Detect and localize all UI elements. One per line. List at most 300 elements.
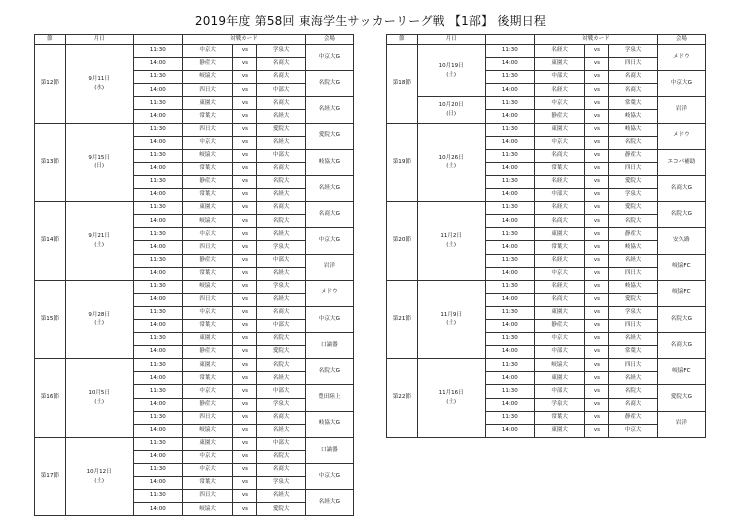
away-team: 中部大: [257, 84, 305, 97]
away-team: 静産大: [609, 228, 657, 241]
date-cell: [65, 359, 133, 438]
away-team: 岐協大: [609, 110, 657, 123]
away-team: 名経大: [257, 490, 305, 503]
kickoff-time: 14:00: [133, 110, 182, 123]
kickoff-time: 11:30: [485, 333, 534, 346]
date-cell: [65, 202, 133, 281]
away-team: 中部大: [257, 319, 305, 332]
venue-cell: 名経大G: [305, 97, 353, 123]
away-team: 四日大: [609, 359, 657, 372]
vs-label: vs: [233, 254, 257, 267]
vs-label: vs: [585, 202, 609, 215]
vs-label: vs: [233, 58, 257, 71]
kickoff-time: 11:30: [485, 411, 534, 424]
away-team: 岐協大: [609, 241, 657, 254]
date-text: 11月2日: [440, 233, 462, 240]
date-text: 11月16日: [438, 390, 464, 397]
home-team: 名商大: [534, 293, 584, 306]
away-team: 四日大: [609, 319, 657, 332]
away-team: 名商大: [257, 202, 305, 215]
venue-cell: 名院大G: [305, 359, 353, 385]
away-team: 名院大: [609, 215, 657, 228]
home-team: 名経大: [534, 45, 584, 58]
vs-label: vs: [233, 306, 257, 319]
away-team: 中部大: [257, 254, 305, 267]
away-team: 四日大: [609, 58, 657, 71]
home-team: 学泉大: [534, 398, 584, 411]
home-team: 中京大: [182, 450, 232, 463]
vs-label: vs: [233, 280, 257, 293]
round-cell: 第19節: [387, 123, 418, 202]
vs-label: vs: [233, 293, 257, 306]
home-team: 岐協大: [182, 280, 232, 293]
away-team: 学泉大: [609, 306, 657, 319]
venue-cell: 岩洋: [305, 254, 353, 280]
kickoff-time: 11:30: [133, 411, 182, 424]
kickoff-time: 14:00: [133, 398, 182, 411]
venue-cell: エコパ補助: [657, 149, 705, 175]
kickoff-time: 14:00: [133, 84, 182, 97]
weekday-text: (土): [94, 241, 105, 248]
home-team: 東園大: [534, 424, 584, 437]
kickoff-time: 14:00: [133, 424, 182, 437]
date-text: 10月20日: [438, 102, 464, 109]
kickoff-time: 11:30: [133, 202, 182, 215]
table-row: [387, 359, 706, 372]
home-team: 東園大: [182, 437, 232, 450]
header-venue: 会場: [657, 35, 705, 45]
table-row: [387, 45, 706, 58]
venue-cell: メドウ: [657, 45, 705, 71]
round-cell: 第21節: [387, 280, 418, 359]
kickoff-time: 11:30: [485, 202, 534, 215]
home-team: 中京大: [182, 464, 232, 477]
table-row: [387, 123, 706, 136]
vs-label: vs: [585, 215, 609, 228]
vs-label: vs: [585, 267, 609, 280]
away-team: 名院大: [609, 136, 657, 149]
vs-label: vs: [585, 280, 609, 293]
vs-label: vs: [585, 45, 609, 58]
away-team: 名商大: [609, 398, 657, 411]
round-cell: 第17節: [35, 437, 66, 516]
away-team: 名商大: [257, 464, 305, 477]
vs-label: vs: [233, 228, 257, 241]
venue-cell: 愛院大G: [657, 385, 705, 411]
header-date: 月日: [65, 35, 133, 45]
away-team: 名商大: [257, 71, 305, 84]
home-team: 四日大: [182, 293, 232, 306]
home-team: 中京大: [534, 333, 584, 346]
away-team: 名経大: [257, 228, 305, 241]
vs-label: vs: [585, 333, 609, 346]
round-cell: 第14節: [35, 202, 66, 281]
vs-label: vs: [585, 385, 609, 398]
kickoff-time: 11:30: [133, 97, 182, 110]
home-team: 常葉大: [182, 110, 232, 123]
away-team: 常葉大: [609, 346, 657, 359]
kickoff-time: 14:00: [133, 215, 182, 228]
away-team: 学泉大: [609, 189, 657, 202]
away-team: 名経大: [257, 424, 305, 437]
away-team: 中部大: [257, 149, 305, 162]
venue-cell: 名院大G: [657, 306, 705, 332]
round-cell: 第12節: [35, 45, 66, 124]
home-team: 常葉大: [182, 372, 232, 385]
away-team: 中部大: [257, 385, 305, 398]
home-team: 名商大: [534, 149, 584, 162]
away-team: 四日大: [609, 267, 657, 280]
vs-label: vs: [585, 346, 609, 359]
away-team: 学泉大: [257, 477, 305, 490]
vs-label: vs: [233, 398, 257, 411]
header-date: 月日: [417, 35, 485, 45]
away-team: 中部大: [257, 437, 305, 450]
away-team: 愛院大: [257, 503, 305, 516]
table-row: [387, 97, 706, 110]
home-team: 常葉大: [182, 267, 232, 280]
weekday-text: (日): [94, 163, 105, 170]
table-header-row: [35, 35, 354, 45]
header-time: [133, 35, 182, 45]
vs-label: vs: [233, 411, 257, 424]
kickoff-time: 14:00: [133, 136, 182, 149]
home-team: 中京大: [534, 267, 584, 280]
vs-label: vs: [585, 162, 609, 175]
page-title: 2019年度 第58回 東海学生サッカーリーグ戦 【1部】 後期日程: [194, 14, 547, 28]
venue-cell: 名商大G: [657, 333, 705, 359]
vs-label: vs: [233, 123, 257, 136]
venue-cell: 名院大G: [305, 71, 353, 97]
date-cell: [65, 123, 133, 202]
date-cell: [417, 359, 485, 438]
home-team: 中部大: [534, 71, 584, 84]
vs-label: vs: [233, 175, 257, 188]
kickoff-time: 14:00: [133, 503, 182, 516]
away-team: 常葉大: [609, 97, 657, 110]
venue-cell: 岐協FC: [657, 359, 705, 385]
home-team: 静産大: [182, 58, 232, 71]
date-text: 10月26日: [438, 154, 464, 161]
kickoff-time: 11:30: [133, 228, 182, 241]
kickoff-time: 11:30: [485, 228, 534, 241]
vs-label: vs: [233, 241, 257, 254]
kickoff-time: 11:30: [133, 280, 182, 293]
kickoff-time: 11:30: [133, 490, 182, 503]
round-cell: 第22節: [387, 359, 418, 438]
home-team: 静産大: [182, 254, 232, 267]
date-text: 10月12日: [86, 468, 112, 475]
vs-label: vs: [585, 136, 609, 149]
vs-label: vs: [233, 490, 257, 503]
venue-cell: 安久路: [657, 228, 705, 254]
round-cell: 第20節: [387, 202, 418, 281]
home-team: 常葉大: [182, 319, 232, 332]
kickoff-time: 11:30: [485, 359, 534, 372]
vs-label: vs: [585, 58, 609, 71]
vs-label: vs: [233, 464, 257, 477]
home-team: 東園大: [534, 123, 584, 136]
venue-cell: 岩洋: [657, 97, 705, 123]
date-cell: [65, 280, 133, 359]
vs-label: vs: [233, 215, 257, 228]
vs-label: vs: [233, 45, 257, 58]
vs-label: vs: [233, 162, 257, 175]
table-row: [35, 45, 354, 58]
home-team: 東園大: [534, 228, 584, 241]
kickoff-time: 11:30: [485, 123, 534, 136]
vs-label: vs: [233, 450, 257, 463]
table-row: [35, 202, 354, 215]
vs-label: vs: [585, 254, 609, 267]
weekday-text: (土): [446, 241, 457, 248]
away-team: 名経大: [257, 110, 305, 123]
home-team: 中京大: [182, 228, 232, 241]
home-team: 岐協大: [182, 503, 232, 516]
table-row: [387, 202, 706, 215]
round-cell: 第16節: [35, 359, 66, 438]
kickoff-time: 14:00: [133, 319, 182, 332]
away-team: 名院大: [257, 359, 305, 372]
away-team: 名院大: [257, 215, 305, 228]
vs-label: vs: [233, 136, 257, 149]
venue-cell: 名院大G: [657, 202, 705, 228]
weekday-text: (土): [446, 399, 457, 406]
round-cell: 第15節: [35, 280, 66, 359]
venue-cell: 名商大G: [657, 175, 705, 201]
kickoff-time: 11:30: [133, 359, 182, 372]
vs-label: vs: [585, 372, 609, 385]
venue-cell: 名商大G: [305, 202, 353, 228]
vs-label: vs: [585, 149, 609, 162]
venue-cell: 中京大G: [305, 464, 353, 490]
round-cell: 第18節: [387, 45, 418, 124]
vs-label: vs: [585, 306, 609, 319]
home-team: 四日大: [182, 123, 232, 136]
table-header-row: [387, 35, 706, 45]
kickoff-time: 14:00: [485, 189, 534, 202]
away-team: 四日大: [609, 162, 657, 175]
vs-label: vs: [233, 346, 257, 359]
kickoff-time: 11:30: [133, 45, 182, 58]
kickoff-time: 14:00: [485, 293, 534, 306]
away-team: 愛院大: [257, 123, 305, 136]
vs-label: vs: [585, 71, 609, 84]
kickoff-time: 14:00: [485, 162, 534, 175]
date-text: 11月9日: [440, 311, 462, 318]
schedule-table-right: [386, 34, 706, 438]
date-cell: [65, 45, 133, 124]
away-team: 学泉大: [257, 45, 305, 58]
home-team: 四日大: [182, 241, 232, 254]
kickoff-time: 14:00: [133, 58, 182, 71]
date-text: 9月15日: [88, 154, 110, 161]
home-team: 名経大: [534, 202, 584, 215]
kickoff-time: 11:30: [485, 45, 534, 58]
venue-cell: 岐協大G: [305, 411, 353, 437]
date-cell: [417, 202, 485, 281]
table-row: [35, 359, 354, 372]
home-team: 中京大: [534, 97, 584, 110]
date-cell: [417, 97, 485, 123]
vs-label: vs: [233, 424, 257, 437]
away-team: 名経大: [257, 372, 305, 385]
vs-label: vs: [233, 372, 257, 385]
home-team: 常葉大: [182, 189, 232, 202]
date-text: 9月11日: [88, 75, 110, 82]
venue-cell: メドウ: [305, 280, 353, 306]
kickoff-time: 11:30: [485, 254, 534, 267]
kickoff-time: 14:00: [485, 346, 534, 359]
away-team: 名経大: [609, 372, 657, 385]
weekday-text: (土): [94, 399, 105, 406]
date-cell: [417, 123, 485, 202]
kickoff-time: 14:00: [133, 477, 182, 490]
kickoff-time: 11:30: [485, 175, 534, 188]
kickoff-time: 11:30: [133, 71, 182, 84]
away-team: 名経大: [609, 333, 657, 346]
kickoff-time: 11:30: [133, 464, 182, 477]
home-team: 中部大: [534, 385, 584, 398]
away-team: 愛院大: [257, 346, 305, 359]
away-team: 名商大: [257, 97, 305, 110]
home-team: 東園大: [534, 58, 584, 71]
home-team: 東園大: [534, 372, 584, 385]
kickoff-time: 14:00: [133, 450, 182, 463]
vs-label: vs: [233, 437, 257, 450]
kickoff-time: 11:30: [133, 385, 182, 398]
header-matchup: 対戦カード: [534, 35, 657, 45]
away-team: 中京大: [609, 424, 657, 437]
away-team: 静産大: [609, 149, 657, 162]
venue-cell: 岩洋: [657, 411, 705, 437]
kickoff-time: 14:00: [485, 424, 534, 437]
header-time: [485, 35, 534, 45]
header-matchup: 対戦カード: [182, 35, 305, 45]
venue-cell: 口論器: [305, 437, 353, 463]
table-row: [387, 280, 706, 293]
kickoff-time: 14:00: [133, 372, 182, 385]
home-team: 名経大: [534, 84, 584, 97]
kickoff-time: 14:00: [485, 136, 534, 149]
kickoff-time: 14:00: [485, 215, 534, 228]
home-team: 静産大: [534, 110, 584, 123]
venue-cell: 岐協FC: [657, 280, 705, 306]
home-team: 中京大: [182, 385, 232, 398]
venue-cell: 中京大G: [305, 228, 353, 254]
away-team: 名商大: [257, 411, 305, 424]
venue-cell: 中京大G: [657, 71, 705, 97]
away-team: 名経大: [257, 136, 305, 149]
kickoff-time: 14:00: [133, 293, 182, 306]
home-team: 東園大: [182, 97, 232, 110]
date-text: 10月19日: [438, 62, 464, 69]
schedule-table-left: [34, 34, 354, 516]
home-team: 常葉大: [534, 411, 584, 424]
date-text: 10月5日: [88, 390, 110, 397]
away-team: 名商大: [257, 58, 305, 71]
home-team: 東園大: [182, 359, 232, 372]
kickoff-time: 11:30: [485, 97, 534, 110]
home-team: 静産大: [182, 398, 232, 411]
home-team: 東園大: [182, 202, 232, 215]
kickoff-time: 11:30: [485, 306, 534, 319]
away-team: 学泉大: [257, 398, 305, 411]
home-team: 名経大: [534, 254, 584, 267]
table-row: [35, 437, 354, 450]
vs-label: vs: [585, 398, 609, 411]
vs-label: vs: [233, 333, 257, 346]
vs-label: vs: [233, 149, 257, 162]
vs-label: vs: [585, 359, 609, 372]
kickoff-time: 14:00: [485, 372, 534, 385]
away-team: 学泉大: [257, 241, 305, 254]
kickoff-time: 14:00: [485, 319, 534, 332]
home-team: 静産大: [182, 175, 232, 188]
table-row: [35, 280, 354, 293]
header-venue: 会場: [305, 35, 353, 45]
home-team: 名商大: [534, 215, 584, 228]
home-team: 中京大: [182, 45, 232, 58]
vs-label: vs: [233, 84, 257, 97]
weekday-text: (水): [94, 84, 105, 91]
home-team: 中京大: [182, 306, 232, 319]
vs-label: vs: [585, 411, 609, 424]
vs-label: vs: [585, 84, 609, 97]
date-cell: [417, 45, 485, 97]
kickoff-time: 14:00: [133, 241, 182, 254]
vs-label: vs: [585, 241, 609, 254]
venue-cell: 愛院大G: [305, 123, 353, 149]
home-team: 岐協大: [182, 424, 232, 437]
vs-label: vs: [233, 71, 257, 84]
venue-cell: 名経大G: [305, 490, 353, 516]
vs-label: vs: [233, 319, 257, 332]
kickoff-time: 11:30: [133, 306, 182, 319]
kickoff-time: 14:00: [485, 58, 534, 71]
home-team: 岐協大: [182, 215, 232, 228]
date-text: 9月28日: [88, 311, 110, 318]
vs-label: vs: [233, 503, 257, 516]
home-team: 常葉大: [534, 162, 584, 175]
home-team: 静産大: [182, 346, 232, 359]
venue-cell: 名経大G: [305, 175, 353, 201]
vs-label: vs: [585, 97, 609, 110]
away-team: 名院大: [257, 333, 305, 346]
kickoff-time: 14:00: [133, 346, 182, 359]
venue-cell: 岐協大G: [305, 149, 353, 175]
vs-label: vs: [233, 97, 257, 110]
date-cell: [65, 437, 133, 516]
away-team: 学泉大: [609, 45, 657, 58]
home-team: 四日大: [182, 84, 232, 97]
kickoff-time: 11:30: [133, 149, 182, 162]
kickoff-time: 11:30: [485, 385, 534, 398]
weekday-text: (土): [94, 320, 105, 327]
away-team: 名商大: [257, 306, 305, 319]
away-team: 愛院大: [609, 202, 657, 215]
away-team: 名経大: [257, 189, 305, 202]
venue-cell: 中京大G: [305, 45, 353, 71]
home-team: 岐協大: [182, 71, 232, 84]
kickoff-time: 14:00: [485, 84, 534, 97]
vs-label: vs: [585, 228, 609, 241]
home-team: 中部大: [534, 189, 584, 202]
kickoff-time: 14:00: [133, 162, 182, 175]
away-team: 岐協大: [609, 123, 657, 136]
weekday-text: (日): [446, 110, 457, 117]
away-team: 名商大: [609, 84, 657, 97]
